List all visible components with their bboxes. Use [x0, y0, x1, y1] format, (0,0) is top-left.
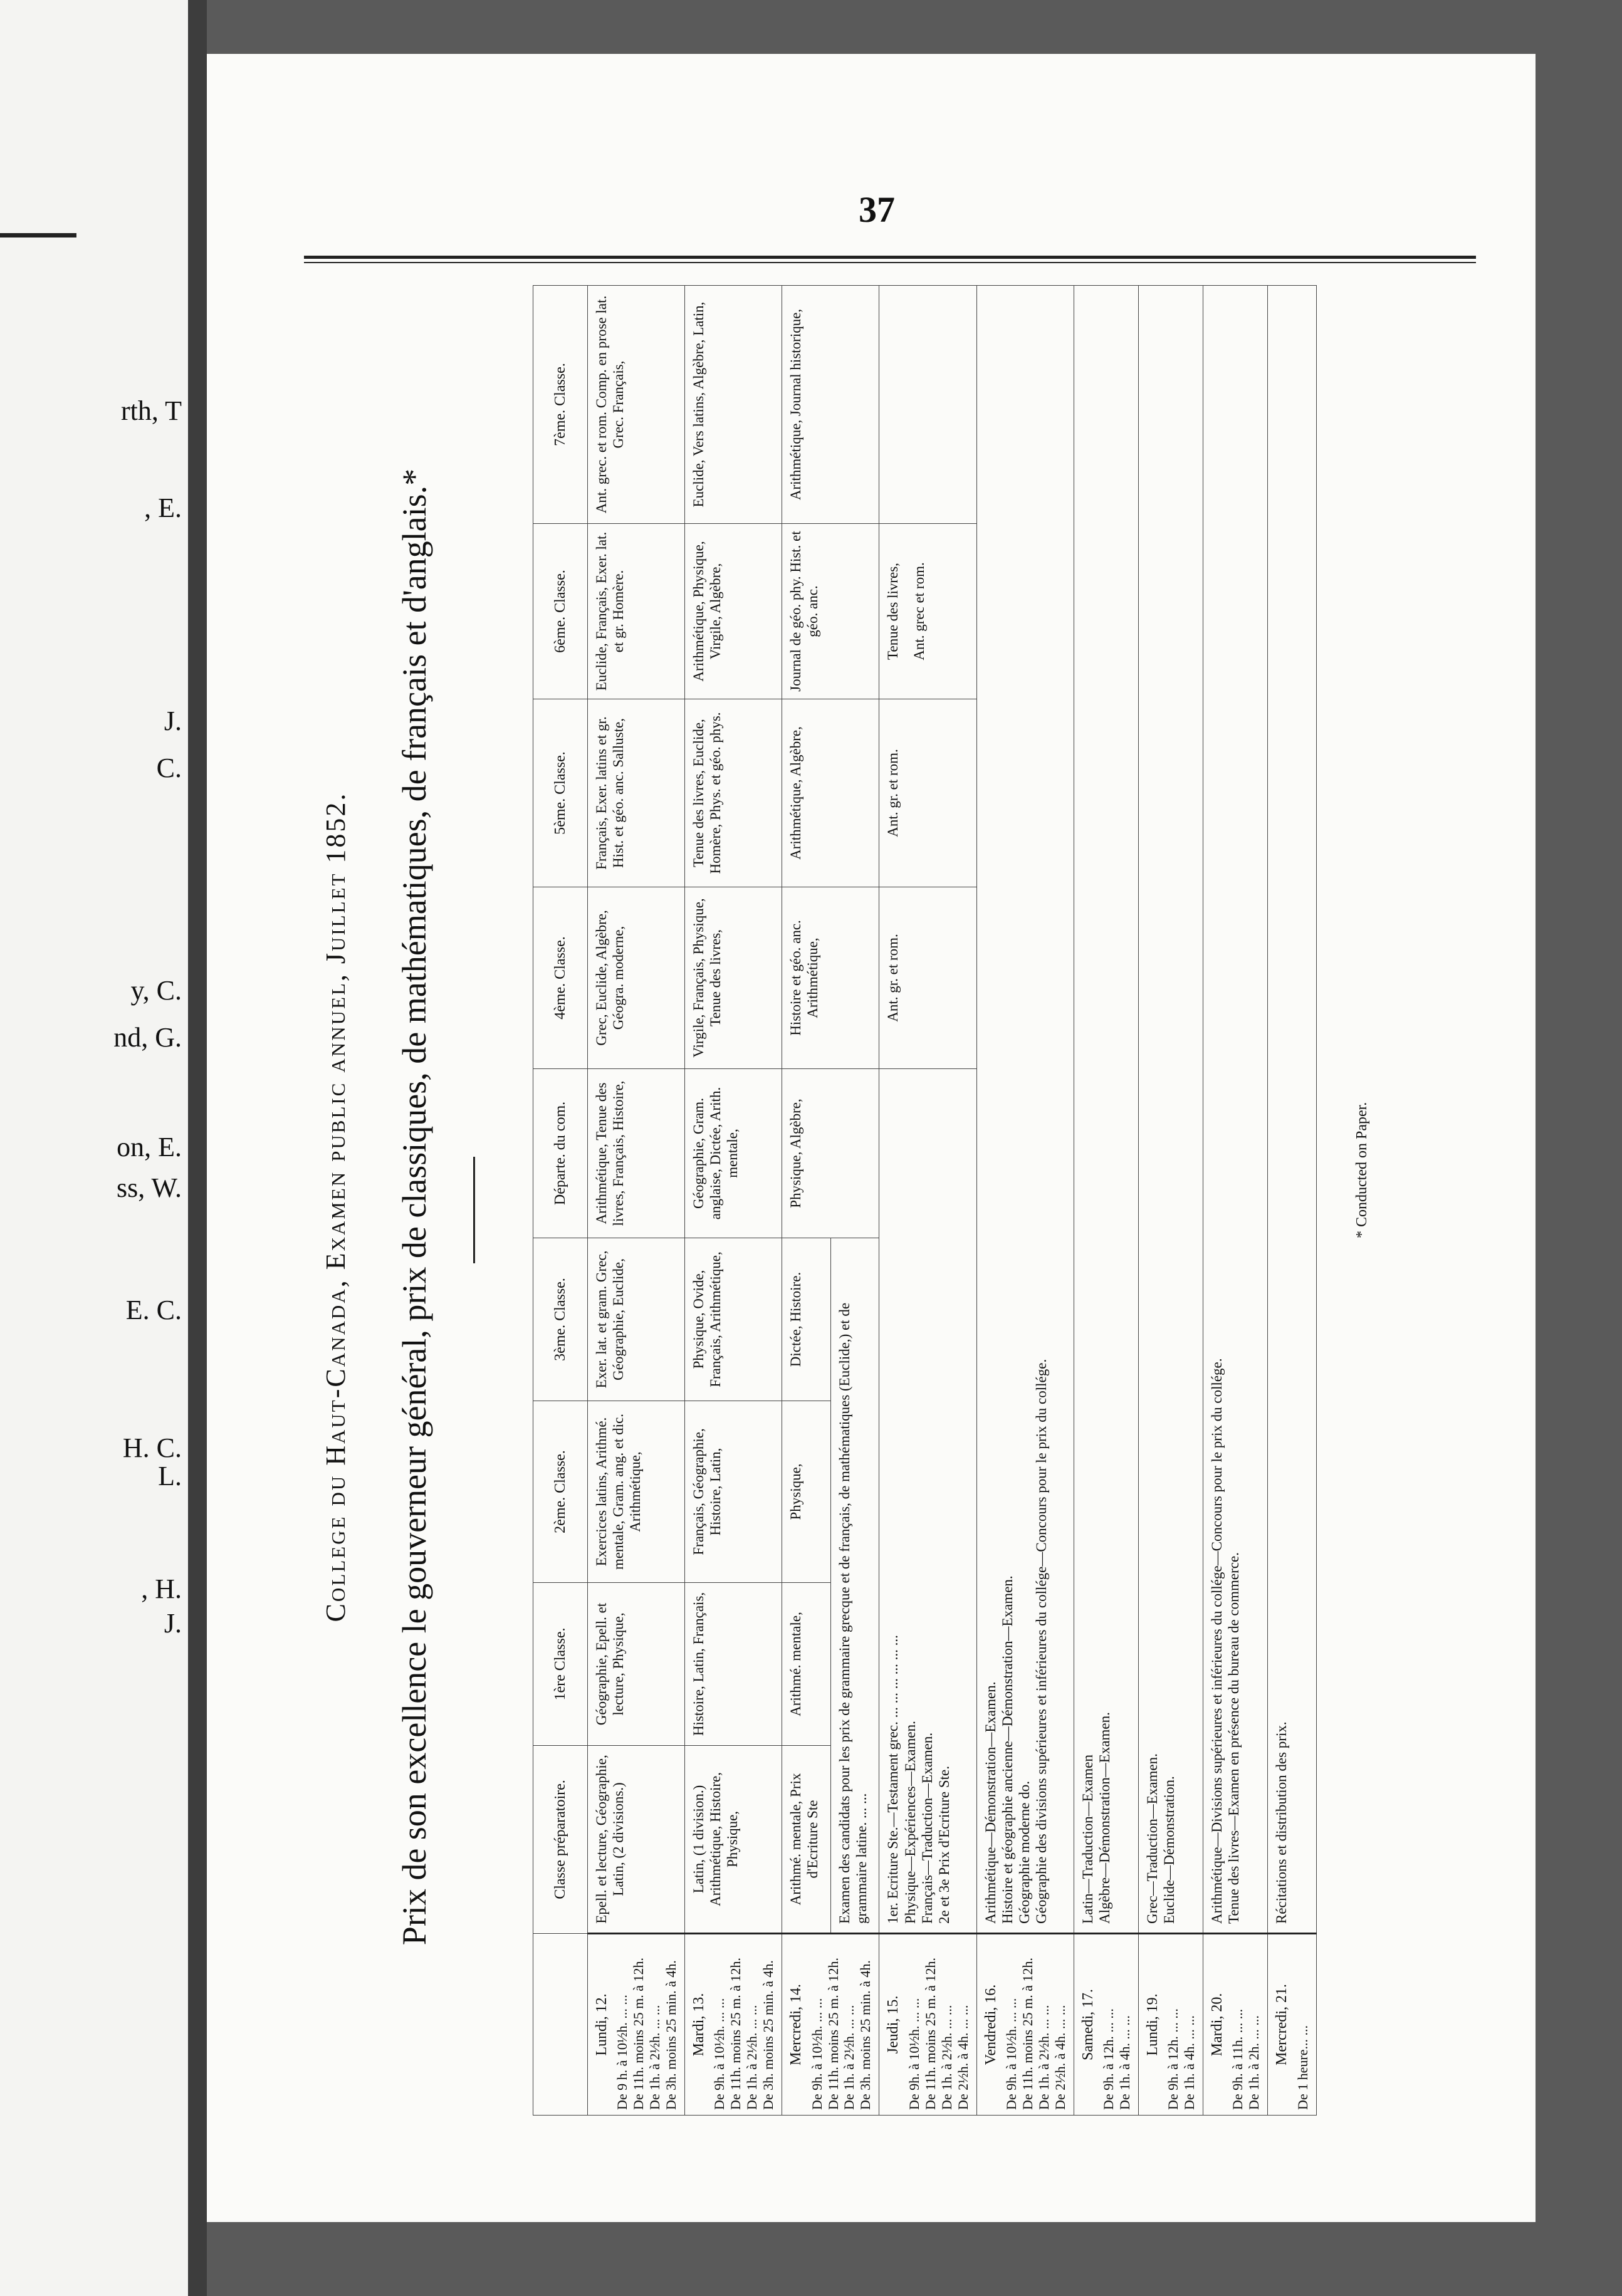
schedule-line: Arithmétique—Divisions supérieures et inférieures du collége—Concours pour le prix du collége.: [1209, 1358, 1225, 1924]
left-page-fragment: on, E.: [117, 1132, 182, 1162]
footnote: * Conducted on Paper.: [1354, 1102, 1370, 1238]
title-divider: [473, 1157, 475, 1263]
schedule-lines: [879, 1069, 976, 1934]
table-row: [685, 286, 782, 2116]
time-slot: De 11h. moins 25 m. à 12h.: [630, 1958, 647, 2110]
schedule-lines: [1203, 286, 1268, 1934]
subject-cell: Arithmétique, Journal historique,: [782, 286, 879, 524]
subject-line: Tenue des livres,: [885, 563, 901, 660]
left-page-fragment: C.: [156, 753, 182, 783]
subject-cell: Français, Géographie, Histoire, Latin,: [685, 1401, 782, 1583]
day-label: Mardi, 13.: [691, 1993, 708, 2057]
left-page-fragment: ss, W.: [117, 1172, 182, 1203]
day-label: Mercredi, 21.: [1274, 1984, 1290, 2065]
subject-cell: Grec, Euclide, Algèbre, Géogra. moderne,: [588, 887, 685, 1069]
table-row: [782, 286, 831, 2116]
day-label: Jeudi, 15.: [885, 1995, 902, 2054]
subject-cell: Epell. et lecture, Géographie, Latin, (2 divisions.): [588, 1746, 685, 1934]
time-slot: De 1h. à 2½h. ... ...: [841, 2005, 857, 2110]
column-header: 5ème. Classe.: [533, 699, 588, 887]
time-slot: De 1h. à 2½h. ... ...: [647, 2005, 663, 2110]
time-slot: De 9h. à 11h. ... ...: [1230, 2008, 1246, 2110]
schedule-line: Géographie des divisions supérieures et inférieures du collége—Concours pour le prix du collége.: [1033, 1359, 1049, 1924]
schedule-line: Latin—Traduction—Examen: [1079, 1755, 1096, 1924]
subject-cell: Physique, Algèbre,: [782, 1069, 879, 1238]
time-slot: De 1h. à 2h. ... ...: [1246, 2015, 1262, 2110]
right-page: [207, 54, 1536, 2222]
left-page-fragment: H. C.: [122, 1432, 182, 1463]
subject-cell: Physique,: [782, 1401, 831, 1583]
subject-cell: Histoire, Latin, Français,: [685, 1583, 782, 1746]
left-page-fragment: , H.: [141, 1573, 182, 1604]
schedule-line: 2e et 3e Prix d'Ecriture Ste.: [936, 1766, 952, 1924]
time-slot: De 3h. moins 25 min. à 4h.: [760, 1960, 777, 2110]
left-page: [0, 0, 188, 2296]
time-slot: De 9 h. à 10½h. ... ...: [614, 1995, 630, 2110]
time-slot: De 1h. à 2½h. ... ...: [744, 2005, 760, 2110]
left-page-fragment: , E.: [144, 493, 182, 523]
page-gutter: [188, 0, 207, 2296]
left-page-fragment: J.: [164, 706, 182, 736]
table-row: [1138, 286, 1203, 2116]
time-slot: De 9h. à 10½h. ... ...: [808, 1998, 825, 2110]
subject-cell: Journal de géo. phy. Hist. et géo. anc.: [782, 524, 879, 699]
time-slot: De 9h. à 10½h. ... ...: [1003, 1998, 1019, 2110]
time-slot: De 9h. à 10½h. ... ...: [711, 1998, 728, 2110]
subject-cell: Arithmé. mentale,: [782, 1583, 831, 1746]
left-page-fragment: E. C.: [125, 1295, 182, 1325]
subject-cell: Français, Exer. latins et gr. Hist. et géo. anc. Salluste,: [588, 699, 685, 887]
subject-cell: Tenue des livres, Euclide, Homère, Phys. et géo. phys.: [685, 699, 782, 887]
rotated-content: [313, 211, 1379, 2116]
column-header: 2ème. Classe.: [533, 1401, 588, 1583]
day-cell: [782, 1934, 879, 2116]
page-number: 37: [859, 189, 895, 230]
subject-cell: Virgile, Français, Physique, Tenue des livres,: [685, 887, 782, 1069]
time-slot: De 3h. moins 25 min. à 4h.: [663, 1960, 679, 2110]
table-row: [1268, 286, 1316, 2116]
day-cell: [976, 1934, 1074, 2116]
schedule-line: Tenue des livres—Examen en présence du bureau de commerce.: [1226, 1552, 1242, 1924]
subject-cell: Physique, Ovide, Français, Arithmétique,: [685, 1238, 782, 1401]
empty-cell: [879, 286, 976, 524]
time-slot: De 9h. à 10½h. ... ...: [906, 1998, 922, 2110]
subject-cell: Euclide, Français, Exer. lat. et gr. Homère.: [588, 524, 685, 699]
schedule-line: Algèbre—Démonstration—Examen.: [1096, 1712, 1112, 1924]
subject-cell: Ant. gr. et rom.: [879, 699, 976, 887]
subject-cell: Dictée, Histoire.: [782, 1238, 831, 1401]
corner-cell: [533, 1934, 588, 2116]
left-page-fragment: rth, T: [121, 395, 182, 426]
left-page-rule: [0, 233, 76, 237]
subject-cell: Ant. grec. et rom. Comp. en prose lat. Grec. Français,: [588, 286, 685, 524]
subject-line: Ant. grec et rom.: [911, 562, 927, 660]
time-slot: De 1h. à 4h. ... ...: [1181, 2015, 1198, 2110]
time-slot: De 11h. moins 25 m. à 12h.: [1019, 1958, 1035, 2110]
subject-cell: Arithmétique, Algèbre,: [782, 699, 879, 887]
time-slot: De 3h. moins 25 min. à 4h.: [857, 1960, 874, 2110]
subject-cell: Arithmétique, Tenue des livres, Français, Histoire,: [588, 1069, 685, 1238]
left-page-fragment: nd, G.: [113, 1022, 182, 1053]
day-cell: [685, 1934, 782, 2116]
schedule-lines: [1138, 286, 1203, 1934]
day-label: Vendredi, 16.: [982, 1984, 999, 2065]
time-slot: De 11h. moins 25 m. à 12h.: [825, 1958, 841, 2110]
day-cell: [1074, 1934, 1138, 2116]
exam-note: Examen des candidats pour les prix de grammaire grecque et de français, de mathématiques (Euclide,) et de grammaire latine. ... ...: [830, 1238, 879, 1934]
schedule-line: Arithmétique—Démonstration—Examen.: [982, 1681, 998, 1924]
subject-cell: Euclide, Vers latins, Algèbre, Latin,: [685, 286, 782, 524]
time-slot: De 2½h. à 4h. ... ...: [1052, 2005, 1068, 2110]
time-slot: De 9h. à 12h. ... ...: [1165, 2008, 1181, 2110]
day-label: Lundi, 19.: [1144, 1993, 1161, 2056]
day-label: Lundi, 12.: [594, 1993, 610, 2056]
column-header: Classe préparatoire.: [533, 1746, 588, 1934]
schedule-line: Physique—Expériences—Examen.: [902, 1721, 918, 1924]
schedule-line: 1er. Ecriture Ste.—Testament grec. ... ... ... ... ... ...: [885, 1635, 901, 1924]
subject-cell: Histoire et géo. anc. Arithmétique,: [782, 887, 879, 1069]
subject-cell: Latin, (1 division.) Arithmétique, Histoire, Physique,: [685, 1746, 782, 1934]
subject-cell: Arithmé. mentale, Prix d'Ecriture Ste: [782, 1746, 831, 1934]
time-slot: De 1 heure... ...: [1294, 2025, 1311, 2110]
header-row: [533, 286, 588, 2116]
exam-schedule-table: [533, 285, 1317, 2116]
day-cell: [1138, 1934, 1203, 2116]
subject-cell: [879, 524, 976, 699]
table-row: [976, 286, 1074, 2116]
subject-cell: Arithmétique, Physique, Virgile, Algèbre,: [685, 524, 782, 699]
table-row: [1203, 286, 1268, 2116]
table-row: [588, 286, 685, 2116]
schedule-line: Grec—Traduction—Examen.: [1144, 1753, 1160, 1924]
table-row: [879, 286, 976, 2116]
table-row: [1074, 286, 1138, 2116]
time-slot: De 1h. à 2½h. ... ...: [938, 2005, 955, 2110]
time-slot: De 2½h. à 4h. ... ...: [955, 2005, 971, 2110]
day-label: Samedi, 17.: [1079, 1989, 1096, 2060]
day-cell: [588, 1934, 685, 2116]
column-header: Départe. du com.: [533, 1069, 588, 1238]
title-line-2: Prix de son excellence le gouverneur général, prix de classiques, de mathématiques, de français et d'anglais.*: [395, 468, 433, 1946]
schedule-line: Récitations et distribution des prix.: [1274, 1721, 1290, 1924]
schedule-line: Français—Traduction—Examen.: [919, 1732, 935, 1924]
title-line-1: College du Haut-Canada, Examen public annuel, Juillet 1852.: [320, 791, 351, 1622]
schedule-line: Euclide—Démonstration.: [1161, 1776, 1177, 1924]
column-header: 7ème. Classe.: [533, 286, 588, 524]
schedule-line: Histoire et géographie ancienne—Démonstration—Examen.: [999, 1575, 1015, 1924]
day-label: Mardi, 20.: [1209, 1993, 1226, 2057]
schedule-line: Géographie moderne do.: [1016, 1780, 1032, 1924]
left-page-fragment: L.: [158, 1461, 182, 1491]
time-slot: De 11h. moins 25 m. à 12h.: [922, 1958, 938, 2110]
subject-cell: Ant. gr. et rom.: [879, 887, 976, 1069]
left-page-fragment: y, C.: [130, 975, 182, 1006]
time-slot: De 9h. à 12h. ... ...: [1100, 2008, 1116, 2110]
subject-cell: Géographie, Gram. anglaise, Dictée, Arith. mentale,: [685, 1069, 782, 1238]
subject-cell: Exer. lat. et gram. Grec, Géographie, Euclide,: [588, 1238, 685, 1401]
column-header: 1ère Classe.: [533, 1583, 588, 1746]
time-slot: De 1h. à 2½h. ... ...: [1035, 2005, 1052, 2110]
time-slot: De 1h. à 4h. ... ...: [1116, 2015, 1133, 2110]
schedule-lines: [1074, 286, 1138, 1934]
left-page-fragment: J.: [164, 1608, 182, 1639]
subject-cell: Exercices latins, Arithmé. mentale, Gram. ang. et dic. Arithmétique,: [588, 1401, 685, 1583]
subject-cell: Géographie, Epell. et lecture, Physique,: [588, 1583, 685, 1746]
day-cell: [1268, 1934, 1316, 2116]
column-header: 6ème. Classe.: [533, 524, 588, 699]
column-header: 3ème. Classe.: [533, 1238, 588, 1401]
day-label: Mercredi, 14.: [788, 1984, 805, 2065]
day-cell: [1203, 1934, 1268, 2116]
column-header: 4ème. Classe.: [533, 887, 588, 1069]
day-cell: [879, 1934, 976, 2116]
schedule-lines: [976, 286, 1074, 1934]
schedule-lines: [1268, 286, 1316, 1934]
time-slot: De 11h. moins 25 m. à 12h.: [728, 1958, 744, 2110]
